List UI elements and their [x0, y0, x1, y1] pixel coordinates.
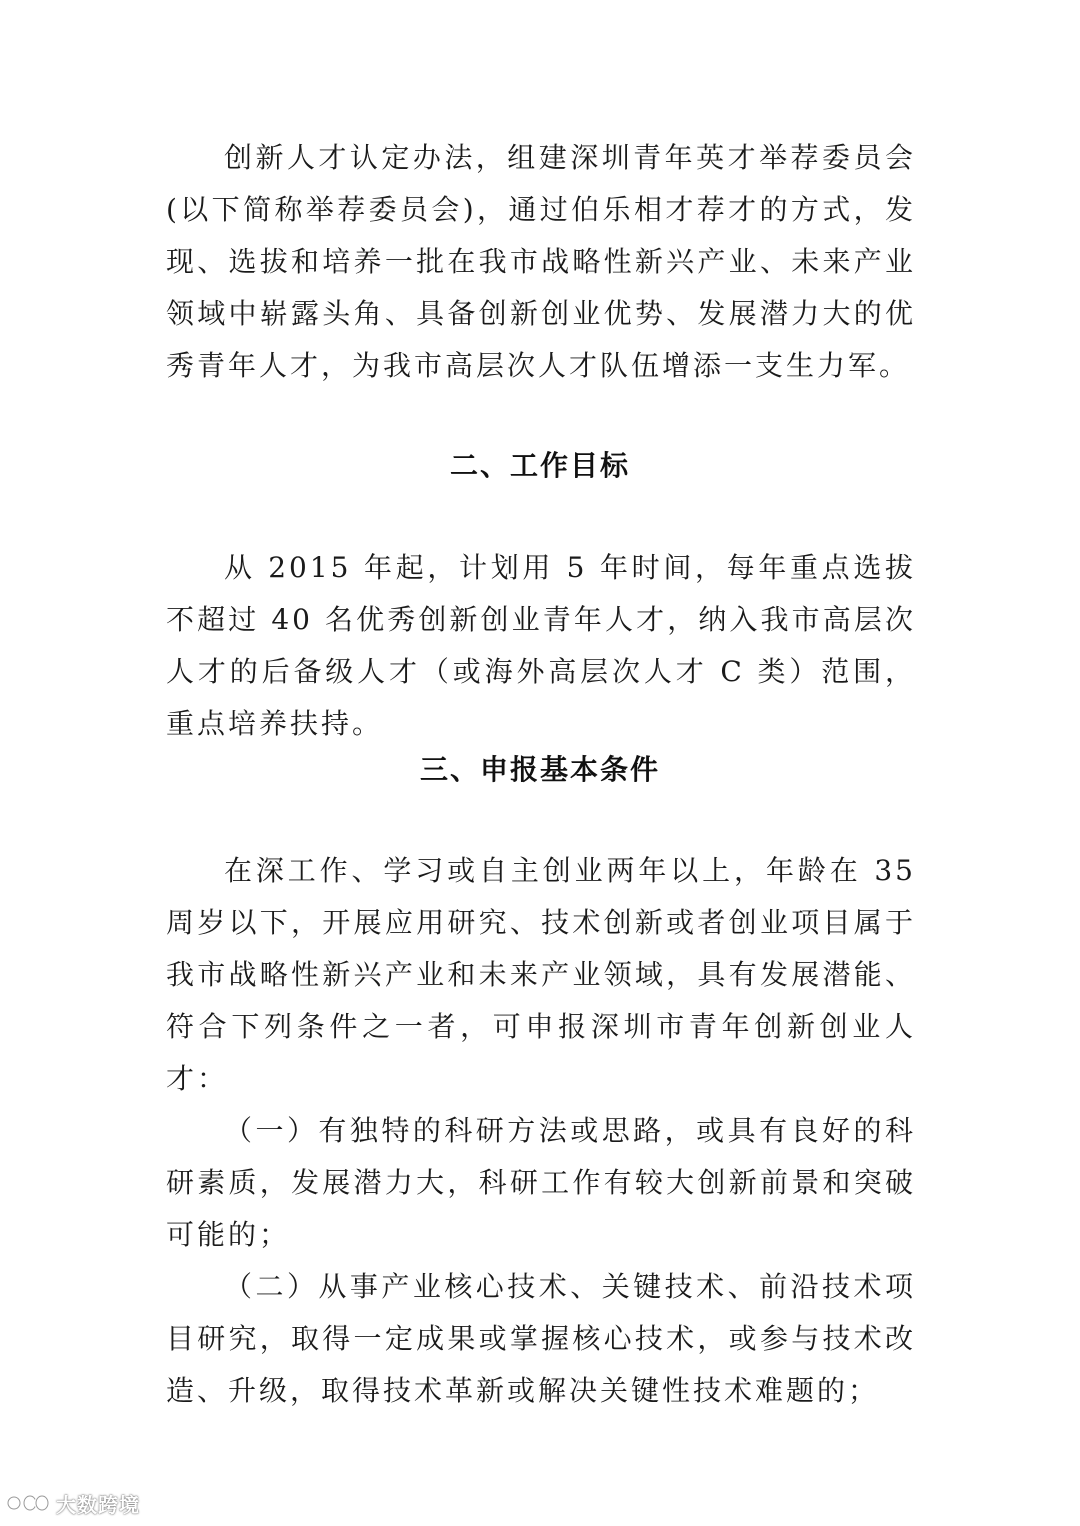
condition-item-1: （一）有独特的科研方法或思路，或具有良好的科研素质，发展潜力大，科研工作有较大创新前景和突破可能的；	[166, 1114, 916, 1251]
conditions-paragraph: 在深工作、学习或自主创业两年以上，年龄在 35 周岁以下，开展应用研究、技术创新或者创业项目属于我市战略性新兴产业和未来产业领域，具有发展潜能、符合下列条件之一者，可申报深圳市青年创新创业人才：	[166, 854, 916, 1095]
watermark-logo-icon	[6, 1491, 50, 1515]
intro-paragraph: 创新人才认定办法，组建深圳青年英才举荐委员会(以下简称举荐委员会)，通过伯乐相才荐才的方式，发现、选拔和培养一批在我市战略性新兴产业、未来产业领域中崭露头角、具备创新创业优势、发展潜力大的优秀青年人才，为我市高层次人才队伍增添一支生力军。	[166, 141, 916, 382]
section-heading-conditions: 三、申报基本条件	[419, 753, 660, 786]
goals-paragraph: 从 2015 年起，计划用 5 年时间，每年重点选拔不超过 40 名优秀创新创业青年人才，纳入我市高层次人才的后备级人才（或海外高层次人才 C 类）范围，重点培养扶持。	[166, 551, 916, 740]
watermark-text: 大数跨境	[56, 1492, 140, 1517]
condition-item-2: （二）从事产业核心技术、关键技术、前沿技术项目研究，取得一定成果或掌握核心技术，或参与技术改造、升级，取得技术革新或解决关键性技术难题的；	[166, 1270, 916, 1407]
watermark	[6, 1488, 140, 1518]
conditions-section	[166, 845, 916, 1417]
section-heading-goals: 二、工作目标	[449, 449, 630, 482]
intro-section	[166, 132, 916, 392]
goals-section	[166, 542, 916, 750]
